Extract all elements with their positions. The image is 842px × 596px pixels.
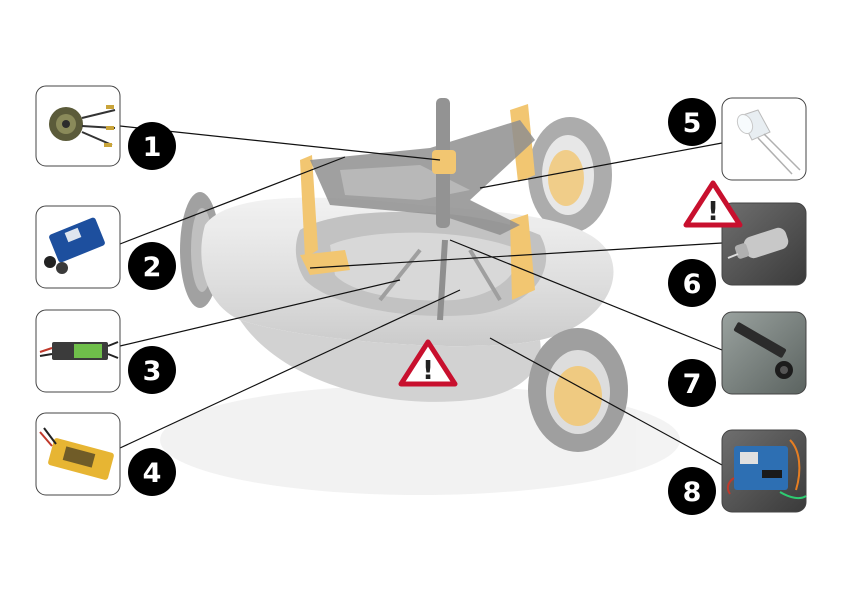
callout-number-7: 7 bbox=[682, 369, 702, 400]
callout-number-3: 3 bbox=[142, 356, 162, 387]
wheel-back-right bbox=[528, 117, 612, 233]
thumbnail-brushless-motor bbox=[36, 86, 120, 166]
callout-5 bbox=[668, 98, 716, 146]
callout-6 bbox=[668, 259, 716, 307]
callout-3 bbox=[128, 346, 176, 394]
callout-number-6: 6 bbox=[682, 269, 702, 300]
wheel-front-right bbox=[528, 328, 628, 452]
callout-number-8: 8 bbox=[682, 477, 702, 508]
callout-number-1: 1 bbox=[142, 132, 162, 163]
thumbnail-controller-board bbox=[722, 430, 806, 512]
callout-2 bbox=[128, 242, 176, 290]
callout-number-2: 2 bbox=[142, 252, 162, 283]
thumbnail-infrared-sensor bbox=[36, 206, 120, 288]
callout-8 bbox=[668, 467, 716, 515]
callout-number-4: 4 bbox=[142, 458, 162, 489]
warning-glyph-right: ! bbox=[707, 197, 719, 227]
thumbnail-led bbox=[722, 98, 806, 180]
thumbnail-speed-controller bbox=[36, 310, 120, 392]
callout-number-5: 5 bbox=[682, 108, 702, 139]
warning-glyph-center: ! bbox=[422, 356, 434, 386]
callout-1 bbox=[128, 122, 176, 170]
callout-4 bbox=[128, 448, 176, 496]
thumbnail-camera-module bbox=[722, 312, 806, 394]
callout-7 bbox=[668, 359, 716, 407]
thumbnail-lipo-battery bbox=[36, 413, 120, 495]
